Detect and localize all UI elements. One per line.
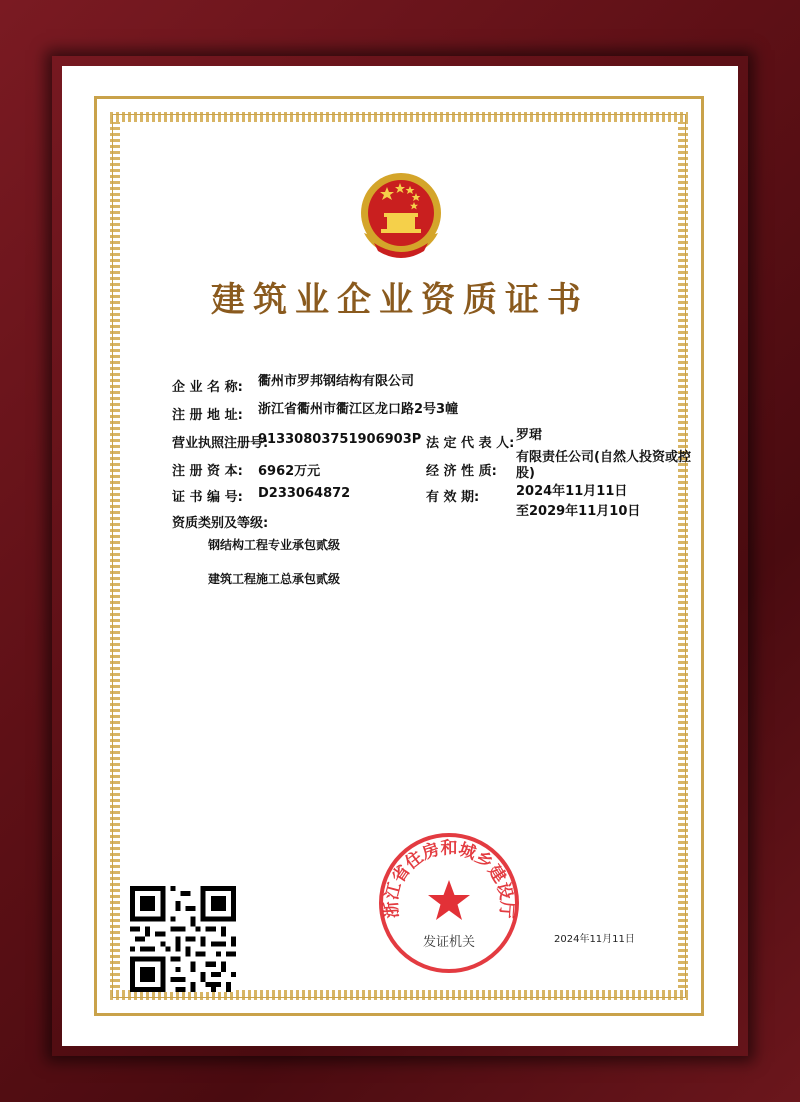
- cert-no-label: 证 书 编 号:: [172, 490, 243, 505]
- company-name-row: [172, 376, 243, 395]
- qualification-label: 资质类别及等级:: [172, 516, 269, 531]
- legal-rep-value: [516, 424, 542, 443]
- qualification-item: 建筑工程施工总承包贰级: [208, 572, 341, 586]
- address-label: 注 册 地 址:: [172, 408, 243, 423]
- qualification-item: 钢结构工程专业承包贰级: [208, 538, 341, 552]
- econ-type-label: 经 济 性 质:: [426, 464, 497, 479]
- license: 91330803751906903P: [258, 432, 422, 447]
- econ-type-value-1: [516, 446, 691, 465]
- qualification-row: [172, 512, 268, 531]
- official-seal: [374, 828, 524, 978]
- seal-ring-text: 浙江省住房和城乡建设厅: [381, 838, 517, 919]
- license-label: 营业执照注册号:: [172, 436, 269, 451]
- validity-row: [426, 486, 479, 505]
- validity-label: 有 效 期:: [426, 490, 480, 505]
- validity-from-value: [516, 480, 627, 499]
- cert-no: D233064872: [258, 486, 351, 501]
- seal-star-icon: [428, 880, 470, 920]
- license-value: [258, 432, 421, 447]
- address-row: [172, 404, 243, 423]
- validity-to-value: [516, 500, 640, 519]
- validity-from: 2024年11月11日: [516, 484, 628, 499]
- econ-type-row: [426, 460, 497, 479]
- issue-date: 2024年11月11日: [554, 934, 635, 945]
- legal-rep-row: [426, 432, 514, 451]
- capital: 6962万元: [258, 464, 321, 479]
- qr-code: [130, 886, 236, 992]
- legal-rep: 罗珺: [516, 428, 543, 443]
- company-name: 衢州市罗邦钢结构有限公司: [258, 374, 415, 389]
- certificate-title: 建筑业企业资质证书: [211, 280, 589, 320]
- company-name-value: [258, 370, 414, 389]
- econ-type-line1: 有限责任公司(自然人投资或控: [516, 450, 691, 465]
- validity-to: 至2029年11月10日: [516, 504, 641, 519]
- cert-no-row: [172, 486, 243, 505]
- address: 浙江省衢州市衢江区龙口路2号3幢: [258, 402, 459, 417]
- econ-type-line2: 股): [516, 466, 535, 481]
- capital-row: [172, 460, 243, 479]
- address-value: [258, 398, 458, 417]
- certificate-paper: [62, 66, 738, 1046]
- seal-center-text: 发证机关: [422, 935, 476, 950]
- capital-value: [258, 460, 320, 479]
- capital-label: 注 册 资 本:: [172, 464, 243, 479]
- legal-rep-label: 法 定 代 表 人:: [426, 436, 515, 451]
- cert-no-value: [258, 486, 350, 501]
- license-row: [172, 432, 268, 451]
- econ-type-value-2: [516, 462, 535, 481]
- company-name-label: 企 业 名 称:: [172, 380, 243, 395]
- national-emblem-icon: [354, 169, 448, 263]
